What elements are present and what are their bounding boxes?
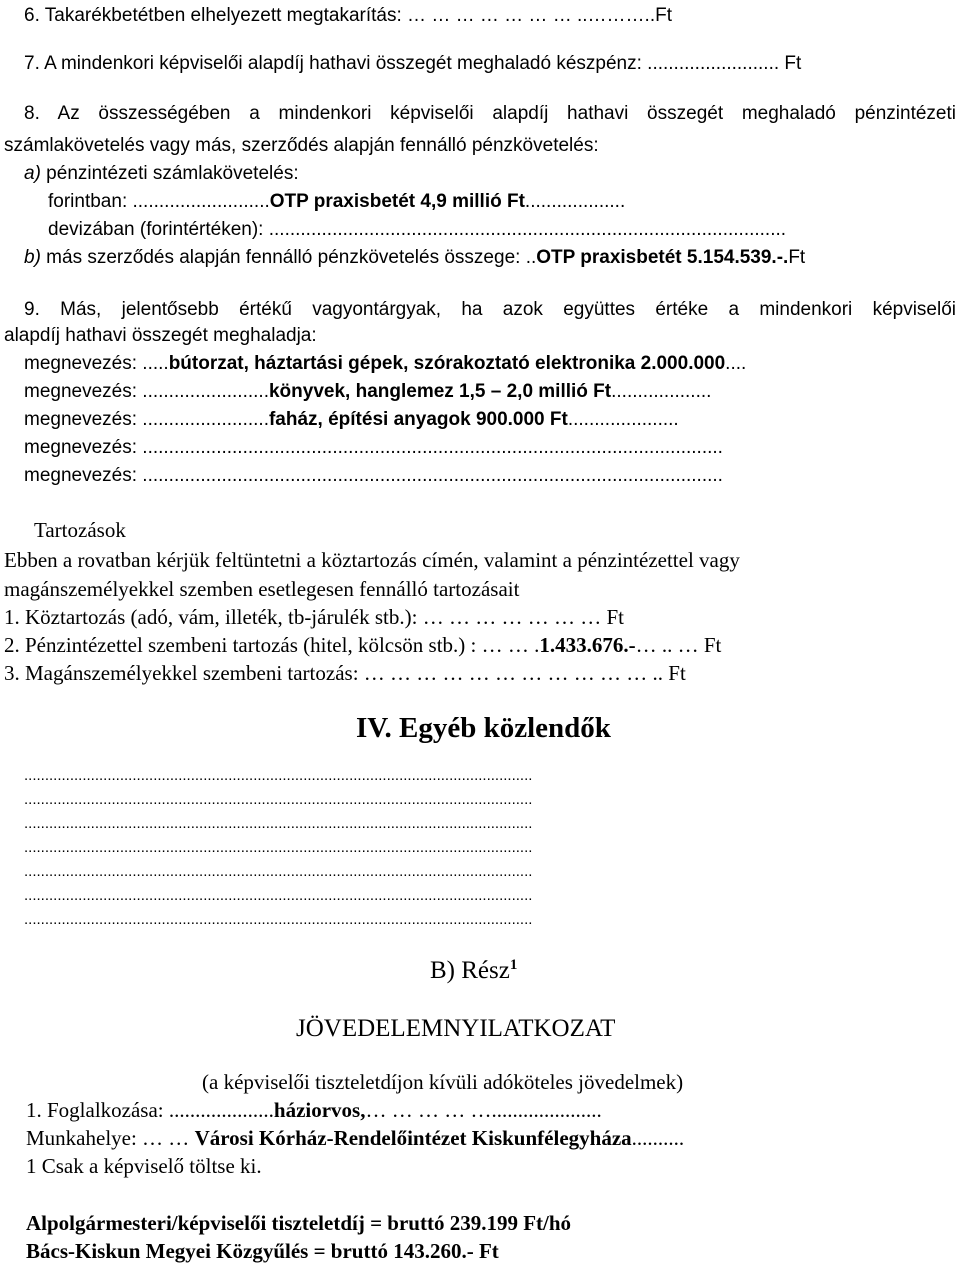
megnevezes-label: megnevezés: ..............................................................................................................	[24, 465, 723, 486]
item-8b-unit: Ft	[788, 247, 806, 268]
item-8-line-1: 8. Az összességében a mindenkori képviselői alapdíj hathavi összegét meghaladó pénzintézeti	[24, 103, 956, 124]
item-9-line-1: 9. Más, jelentősebb értékű vagyontárgyak, ha azok együttes értéke a mindenkori képviselői	[24, 299, 956, 320]
dotted-line: ..........................................................................................................................	[24, 863, 533, 880]
section-iv-heading: IV. Egyéb közlendők	[356, 712, 611, 744]
megnevezes-row	[24, 438, 723, 457]
workplace-label: Munkahelye: … …	[26, 1126, 195, 1150]
occupation-label: 1. Foglalkozása: ....................	[26, 1098, 274, 1122]
dotted-line: ..........................................................................................................................	[24, 815, 533, 832]
item-9-line-2: alapdíj hathavi összegét meghaladja:	[4, 325, 317, 346]
debt-item-3: 3. Magánszemélyekkel szembeni tartozás: … … … … … … … … … … … .. Ft	[4, 661, 686, 685]
dotted-line: ..........................................................................................................................	[24, 887, 533, 904]
summary-salary: Alpolgármesteri/képviselői tiszteletdíj = bruttó 239.199 Ft/hó	[26, 1211, 572, 1235]
debts-intro-line-1: Ebben a rovatban kérjük feltüntetni a köztartozás címén, valamint a pénzintézettel vagy	[4, 548, 740, 572]
debt-item-2	[4, 635, 721, 656]
footnote: 1 Csak a képviselő töltse ki.	[26, 1154, 262, 1178]
workplace-value: Városi Kórház-Rendelőintézet Kiskunfélegyháza	[194, 1126, 632, 1150]
megnevezes-tail: ....	[725, 353, 747, 374]
occupation-line	[26, 1100, 602, 1121]
deviza-line: devizában (forintértéken): ..................................................................................................	[48, 219, 787, 240]
occupation-tail: … … … … ….....................	[365, 1098, 602, 1122]
megnevezes-value: bútorzat, háztartási gépek, szórakoztató elektronika 2.000.000	[168, 353, 726, 374]
forint-label: forintban: ..........................	[48, 191, 270, 212]
item-8b	[24, 248, 805, 267]
debts-intro-line-2: magánszemélyekkel szemben esetlegesen fennálló tartozásait	[4, 577, 520, 601]
debt-item-2-suffix: … .. … Ft	[635, 633, 722, 657]
part-b-subtitle: (a képviselői tiszteletdíjon kívüli adóköteles jövedelmek)	[202, 1070, 684, 1094]
megnevezes-row	[24, 466, 723, 485]
debt-item-2-prefix: 2. Pénzintézettel szembeni tartozás (hitel, kölcsön stb.) : … … .	[4, 633, 540, 657]
megnevezes-tail: ...................	[611, 381, 712, 402]
part-b-title: JÖVEDELEMNYILATKOZAT	[296, 1015, 616, 1042]
debts-title: Tartozások	[34, 518, 126, 542]
megnevezes-label: megnevezés: ........................	[24, 409, 269, 430]
megnevezes-row	[24, 410, 679, 429]
occupation-value: háziorvos,	[273, 1098, 366, 1122]
dotted-line: ..........................................................................................................................	[24, 767, 533, 784]
forint-value: OTP praxisbetét 4,9 millió Ft	[269, 191, 525, 212]
megnevezes-label: megnevezés: ........................	[24, 381, 269, 402]
forint-line	[48, 192, 625, 211]
forint-tail: ...................	[524, 191, 626, 212]
dotted-line: ..........................................................................................................................	[24, 839, 533, 856]
part-b-heading-text: B) Rész	[430, 957, 510, 984]
item-8b-label: más szerződés alapján fennálló pénzkövetelés összege: ..	[40, 247, 537, 268]
item-6-savings: 6. Takarékbetétben elhelyezett megtakarítás: … … … … … … … ..………..Ft	[24, 5, 672, 26]
megnevezes-tail: .....................	[567, 409, 679, 430]
debt-item-1: 1. Köztartozás (adó, vám, illeték, tb-járulék stb.): … … … … … … … Ft	[4, 605, 624, 629]
item-7-cash: 7. A mindenkori képviselői alapdíj hathavi összegét meghaladó készpénz: ......................... Ft	[24, 53, 802, 74]
part-b-footnote-ref: 1	[509, 957, 518, 973]
dotted-line: ..........................................................................................................................	[24, 791, 533, 808]
workplace-tail: ..........	[631, 1126, 685, 1150]
megnevezes-label: megnevezés: .....	[24, 353, 169, 374]
dotted-line: ..........................................................................................................................	[24, 911, 533, 928]
item-8a	[24, 164, 299, 183]
part-b-heading	[430, 958, 517, 983]
item-8a-label: pénzintézeti számlakövetelés:	[40, 163, 299, 184]
item-8-line-2: számlakövetelés vagy más, szerződés alapján fennálló pénzkövetelés:	[4, 135, 599, 156]
item-8b-letter: b)	[24, 247, 41, 268]
megnevezes-row	[24, 382, 711, 401]
megnevezes-value: könyvek, hanglemez 1,5 – 2,0 millió Ft	[268, 381, 612, 402]
megnevezes-row	[24, 354, 746, 373]
megnevezes-label: megnevezés: ..............................................................................................................	[24, 437, 723, 458]
debt-item-2-value: 1.433.676.-	[539, 633, 636, 657]
megnevezes-value: faház, építési anyagok 900.000 Ft	[268, 409, 568, 430]
item-8b-value: OTP praxisbetét 5.154.539.-.	[536, 247, 789, 268]
item-8a-letter: a)	[24, 163, 41, 184]
workplace-line	[26, 1128, 684, 1149]
summary-county: Bács-Kiskun Megyei Közgyűlés = bruttó 143.260.- Ft	[26, 1239, 499, 1263]
